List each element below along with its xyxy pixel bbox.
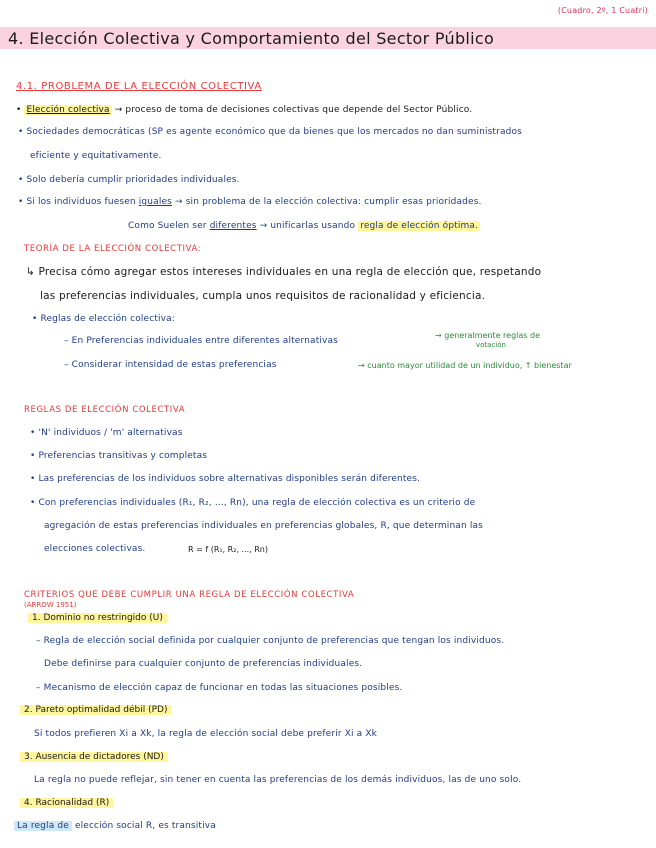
reglas-b4-line3: elecciones colectivas.: [44, 544, 146, 554]
teoria-sub1: – En Preferencias individuales entre diferentes alternativas: [64, 336, 338, 346]
reglas-b2: • Preferencias transitivas y completas: [30, 451, 208, 461]
criterio-3-heading: 3. Ausencia de dictadores (ND): [20, 752, 168, 762]
criterios-source: (ARROW 1951): [24, 601, 77, 609]
section-heading-reglas: REGLAS DE ELECCIÓN COLECTIVA: [24, 405, 186, 415]
criterio-4-text: [14, 821, 216, 831]
teoria-sub1-note-2: votación: [476, 341, 506, 349]
term-eleccion-colectiva: Elección colectiva: [26, 105, 110, 115]
teoria-line2: las preferencias individuales, cumpla unos requisitos de racionalidad y eficiencia.: [40, 290, 486, 302]
diferentes-prefix: Como Suelen ser: [128, 221, 207, 231]
criterio-2-text: Si todos prefieren Xi a Xk, la regla de elección social debe preferir Xi a Xk: [34, 729, 378, 739]
bullet-diferentes: [128, 221, 480, 231]
iguales-prefix: • Si los individuos fuesen: [18, 197, 136, 207]
reglas-b4-line2: agregación de estas preferencias individuales en preferencias globales, R, que determinan las: [44, 521, 483, 531]
reglas-b3: • Las preferencias de los individuos sobre alternativas disponibles serán diferentes.: [30, 474, 421, 484]
teoria-sub2-note: → cuanto mayor utilidad de un individuo, ↑ bienestar: [358, 361, 572, 370]
corner-note: (Cuadro, 2º, 1 Cuatri): [557, 6, 648, 15]
criterio-1-heading: 1. Dominio no restringido (U): [28, 613, 167, 623]
criterio-3-text: La regla no puede reflejar, sin tener en cuenta las preferencias de los demás individuos, las de uno solo.: [34, 775, 522, 785]
section-heading-4-1: 4.1. PROBLEMA DE LA ELECCIÓN COLECTIVA: [16, 81, 262, 92]
bullet-eleccion-colectiva: [16, 105, 472, 115]
page-title: 4. Elección Colectiva y Comportamiento del Sector Público: [8, 29, 495, 48]
reglas-formula: R = f (R₁, R₂, ..., Rn): [188, 545, 268, 554]
definition-text: → proceso de toma de decisiones colectivas que depende del Sector Público.: [114, 105, 473, 115]
criterio-2-heading: 2. Pareto optimalidad débil (PD): [20, 705, 171, 715]
bullet-iguales: [18, 197, 482, 207]
criterio-4-heading: 4. Racionalidad (R): [20, 798, 113, 808]
criterio-1-line1: – Regla de elección social definida por cualquier conjunto de preferencias que tengan los individuos.: [36, 636, 505, 646]
bullet-sociedades-line1: • Sociedades democráticas (SP es agente económico que da bienes que los mercados no dan suministrados: [18, 127, 522, 137]
bullet-prioridades: • Solo debería cumplir prioridades individuales.: [18, 175, 240, 185]
iguales-rest: → sin problema de la elección colectiva: cumplir esas prioridades.: [175, 197, 482, 207]
term-iguales: iguales: [138, 197, 172, 207]
teoria-sub1-note-1: → generalmente reglas de: [435, 331, 540, 340]
reglas-b1: • 'N' individuos / 'm' alternativas: [30, 428, 183, 438]
section-heading-teoria: TEORÍA DE LA ELECCIÓN COLECTIVA:: [24, 244, 202, 254]
section-heading-criterios: CRITERIOS QUE DEBE CUMPLIR UNA REGLA DE ELECCIÓN COLECTIVA: [24, 590, 355, 600]
bullet-sociedades-line2: eficiente y equitativamente.: [30, 151, 162, 161]
teoria-reglas-bullet: • Reglas de elección colectiva:: [32, 314, 175, 324]
bullet-dot: •: [16, 105, 25, 115]
teoria-line1: ↳ Precisa cómo agregar estos intereses individuales en una regla de elección que, respetando: [26, 266, 542, 278]
reglas-b4-line1: • Con preferencias individuales (R₁, R₂, ..., Rn), una regla de elección colectiva es un criterio de: [30, 498, 476, 508]
criterio-4-highlight: La regla de: [14, 821, 72, 831]
term-regla-optima: regla de elección óptima.: [360, 221, 479, 231]
term-diferentes: diferentes: [209, 221, 257, 231]
teoria-sub2: – Considerar intensidad de estas preferencias: [64, 360, 277, 370]
criterio-4-rest: elección social R, es transitiva: [74, 821, 216, 831]
diferentes-mid: → unificarlas usando: [259, 221, 356, 231]
criterio-1-line2: Debe definirse para cualquier conjunto de preferencias individuales.: [44, 659, 363, 669]
criterio-1-line3: – Mecanismo de elección capaz de funcionar en todas las situaciones posibles.: [36, 683, 403, 693]
